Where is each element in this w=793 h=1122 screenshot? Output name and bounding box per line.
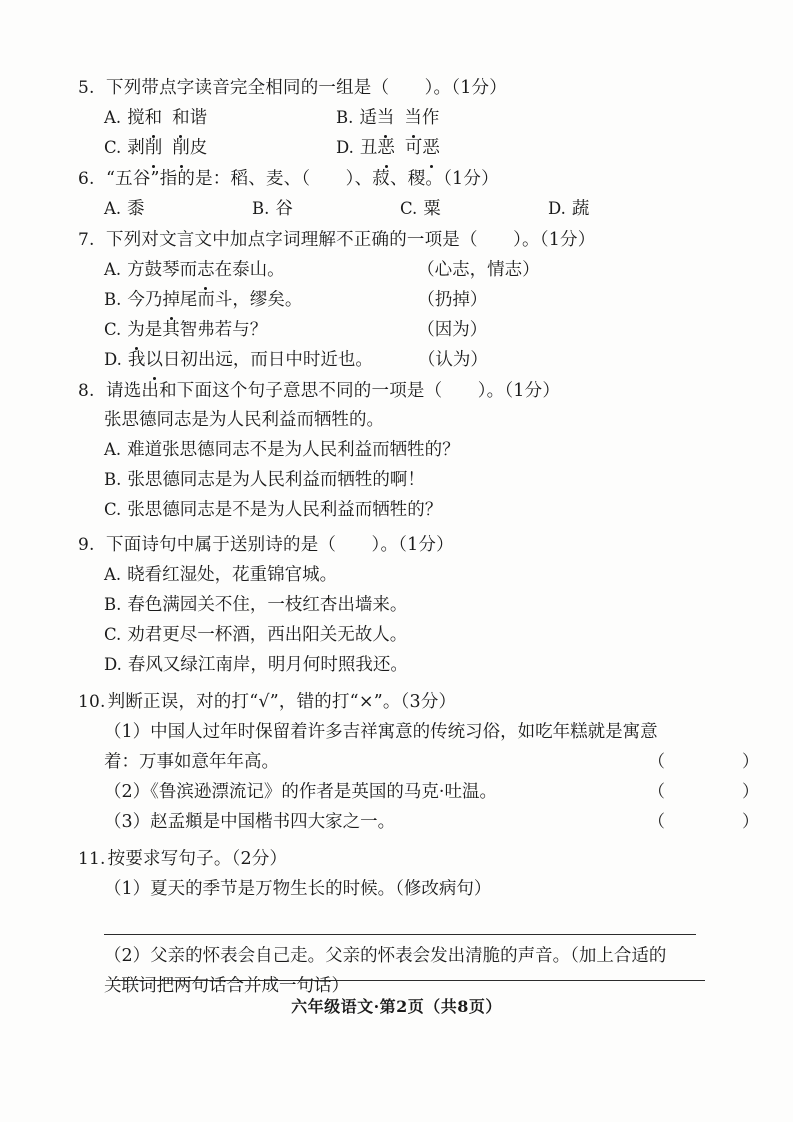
question-10-item-1[interactable] — [104, 717, 718, 747]
option-text: 为是其智弗若与？ — [127, 315, 417, 345]
question-11-stem-line — [78, 845, 718, 874]
question-9-stem-line — [78, 531, 718, 560]
option-text: 劝君更尽一杯酒，西出阳关无故人。 — [127, 625, 408, 645]
option-letter: A. — [104, 260, 122, 279]
option-text: 剥削 削皮 — [127, 133, 207, 163]
answer-write-line[interactable] — [104, 934, 696, 935]
question-11-item-2[interactable] — [104, 941, 718, 971]
option-text: 张思德同志是为人民利益而牺牲的啊！ — [127, 470, 425, 490]
question-7-option-d[interactable] — [104, 345, 718, 375]
question-6-stem: “五谷”指的是：稻、麦、（ ）、菽、稷。（1分） — [106, 169, 499, 189]
item-text: 父亲的怀表会自己走。父亲的怀表会发出清脆的声音。（加上合适的 — [150, 946, 667, 966]
exam-content — [78, 74, 789, 1003]
question-11 — [78, 845, 718, 1001]
question-5-option-b[interactable] — [336, 103, 439, 133]
option-letter: D. — [104, 655, 122, 674]
question-9-option-a[interactable] — [104, 560, 718, 590]
option-text: 搅和 和谐 — [127, 103, 207, 133]
question-8-stem: 请选出和下面这个句子意思不同的一项是（ ）。（1分） — [106, 381, 561, 401]
option-text: 蔬 — [571, 199, 590, 219]
question-8-sub-stem: 张思德同志是为人民利益而牺牲的。 — [104, 410, 384, 430]
question-10-item-3[interactable] — [104, 807, 789, 837]
question-6-option-b[interactable] — [252, 194, 400, 224]
item-body: 《鲁滨逊漂流记》的作者是英国的马克·吐温。 — [150, 782, 497, 802]
option-letter: D. — [548, 199, 566, 218]
question-6-option-a[interactable] — [104, 194, 252, 224]
item-label: （2） — [104, 782, 151, 802]
item-label: （1） — [104, 722, 151, 742]
item-label: （2） — [104, 946, 151, 966]
option-text: 晓看红湿处，花重锦官城。 — [127, 565, 338, 585]
option-text: 丑恶 可恶 — [360, 133, 440, 163]
question-8-number: 8. — [78, 381, 95, 401]
question-8-option-b[interactable] — [104, 465, 718, 495]
option-gloss: （因为） — [417, 320, 488, 340]
question-10-number: 10. — [78, 692, 106, 712]
question-5-option-c[interactable] — [104, 133, 336, 163]
answer-bracket[interactable]: （ ） — [648, 812, 789, 832]
option-gloss: （心志，情志） — [417, 260, 540, 280]
question-6-options-row — [104, 194, 718, 224]
question-7-number: 7. — [78, 230, 95, 250]
question-7-option-a[interactable] — [104, 255, 718, 285]
question-7-option-c[interactable] — [104, 315, 718, 345]
question-8-option-a[interactable] — [104, 435, 718, 465]
option-letter: D. — [336, 138, 354, 157]
question-9-option-b[interactable] — [104, 590, 718, 620]
question-7-stem-line — [78, 226, 718, 255]
question-9 — [78, 531, 718, 680]
option-text: 今乃掉尾而斗，缪矣。 — [127, 285, 417, 315]
option-letter: C. — [104, 320, 122, 339]
question-10-stem-line — [78, 688, 718, 717]
option-text: 春风又绿江南岸，明月何时照我还。 — [127, 655, 408, 675]
option-letter: C. — [104, 500, 122, 519]
item-text — [104, 777, 648, 807]
option-letter: A. — [104, 108, 122, 127]
question-11-number: 11. — [78, 849, 106, 869]
question-8-option-c[interactable] — [104, 495, 718, 525]
question-8-stem-line — [78, 377, 718, 406]
question-9-option-d[interactable] — [104, 650, 718, 680]
question-9-number: 9. — [78, 535, 95, 555]
option-text: 谷 — [275, 199, 293, 219]
footer-page-label: 六年级语文·第2页（共8页） — [291, 997, 502, 1016]
option-text: 难道张思德同志不是为人民利益而牺牲的？ — [127, 440, 460, 460]
option-letter: A. — [104, 565, 122, 584]
option-gloss: （扔掉） — [417, 290, 488, 310]
option-letter: B. — [252, 199, 270, 218]
option-letter: B. — [104, 470, 122, 489]
question-10 — [78, 688, 789, 837]
item-text-cont: 着：万事如意年年高。 — [104, 752, 279, 772]
option-letter: B. — [336, 108, 354, 127]
question-7 — [78, 226, 718, 375]
option-letter: D. — [104, 350, 122, 369]
question-5-stem-line — [78, 74, 718, 103]
option-letter: B. — [104, 595, 122, 614]
question-6-number: 6. — [78, 169, 95, 189]
option-letter: C. — [104, 625, 122, 644]
question-6-option-c[interactable] — [400, 194, 548, 224]
option-letter: A. — [104, 440, 122, 459]
question-7-stem: 下列对文言文中加点字词理解不正确的一项是（ ）。（1分） — [106, 230, 596, 250]
question-11-stem: 按要求写句子。（2分） — [107, 849, 288, 869]
answer-bracket[interactable]: （ ） — [648, 752, 789, 772]
item-label: （3） — [104, 812, 151, 832]
question-6 — [78, 165, 718, 224]
footer-divider — [113, 980, 705, 981]
option-text: 春色满园关不住，一枝红杏出墙来。 — [127, 595, 408, 615]
option-text: 方鼓琴而志在泰山。 — [127, 255, 417, 285]
item-text — [104, 807, 648, 837]
option-letter: B. — [104, 290, 122, 309]
answer-bracket[interactable]: （ ） — [648, 782, 789, 802]
option-letter: C. — [400, 199, 418, 218]
option-letter: A. — [104, 199, 122, 218]
option-letter: C. — [104, 138, 122, 157]
item-body: 赵孟頫是中国楷书四大家之一。 — [150, 812, 396, 832]
question-9-stem: 下面诗句中属于送别诗的是（ ）。（1分） — [106, 535, 454, 555]
question-5 — [78, 74, 718, 163]
question-5-options-row-2 — [104, 133, 718, 163]
item-label: （1） — [104, 879, 151, 899]
question-5-options-row-1 — [104, 103, 718, 133]
question-5-option-a[interactable] — [104, 103, 336, 133]
option-text: 黍 — [127, 199, 145, 219]
option-text: 张思德同志是不是为人民利益而牺牲的？ — [127, 500, 443, 520]
question-11-item-2-cont: 关联词把两句话合并成一句话） — [104, 976, 349, 996]
item-text: 夏天的季节是万物生长的时候。（修改病句） — [150, 879, 492, 899]
item-text: 中国人过年时保留着许多吉祥寓意的传统习俗，如吃年糕就是寓意 — [150, 722, 658, 742]
option-text: 适当 当作 — [359, 103, 439, 133]
question-10-stem: 判断正误，对的打“√”，错的打“×”。（3分） — [107, 692, 457, 712]
question-7-option-b[interactable] — [104, 285, 718, 315]
option-gloss: （认为） — [417, 350, 488, 370]
question-8 — [78, 377, 718, 525]
question-5-number: 5. — [78, 78, 95, 98]
option-text: 粟 — [423, 199, 441, 219]
question-6-stem-line — [78, 165, 718, 194]
question-6-option-d[interactable] — [548, 194, 696, 224]
question-5-option-d[interactable] — [336, 133, 440, 163]
question-5-stem: 下列带点字读音完全相同的一组是（ ）。（1分） — [106, 78, 507, 98]
question-10-item-1-cont — [104, 747, 789, 777]
option-text: 我以日初出远，而日中时近也。 — [128, 345, 418, 375]
question-9-option-c[interactable] — [104, 620, 718, 650]
question-10-item-2[interactable] — [104, 777, 789, 807]
question-11-item-1[interactable] — [104, 874, 718, 904]
